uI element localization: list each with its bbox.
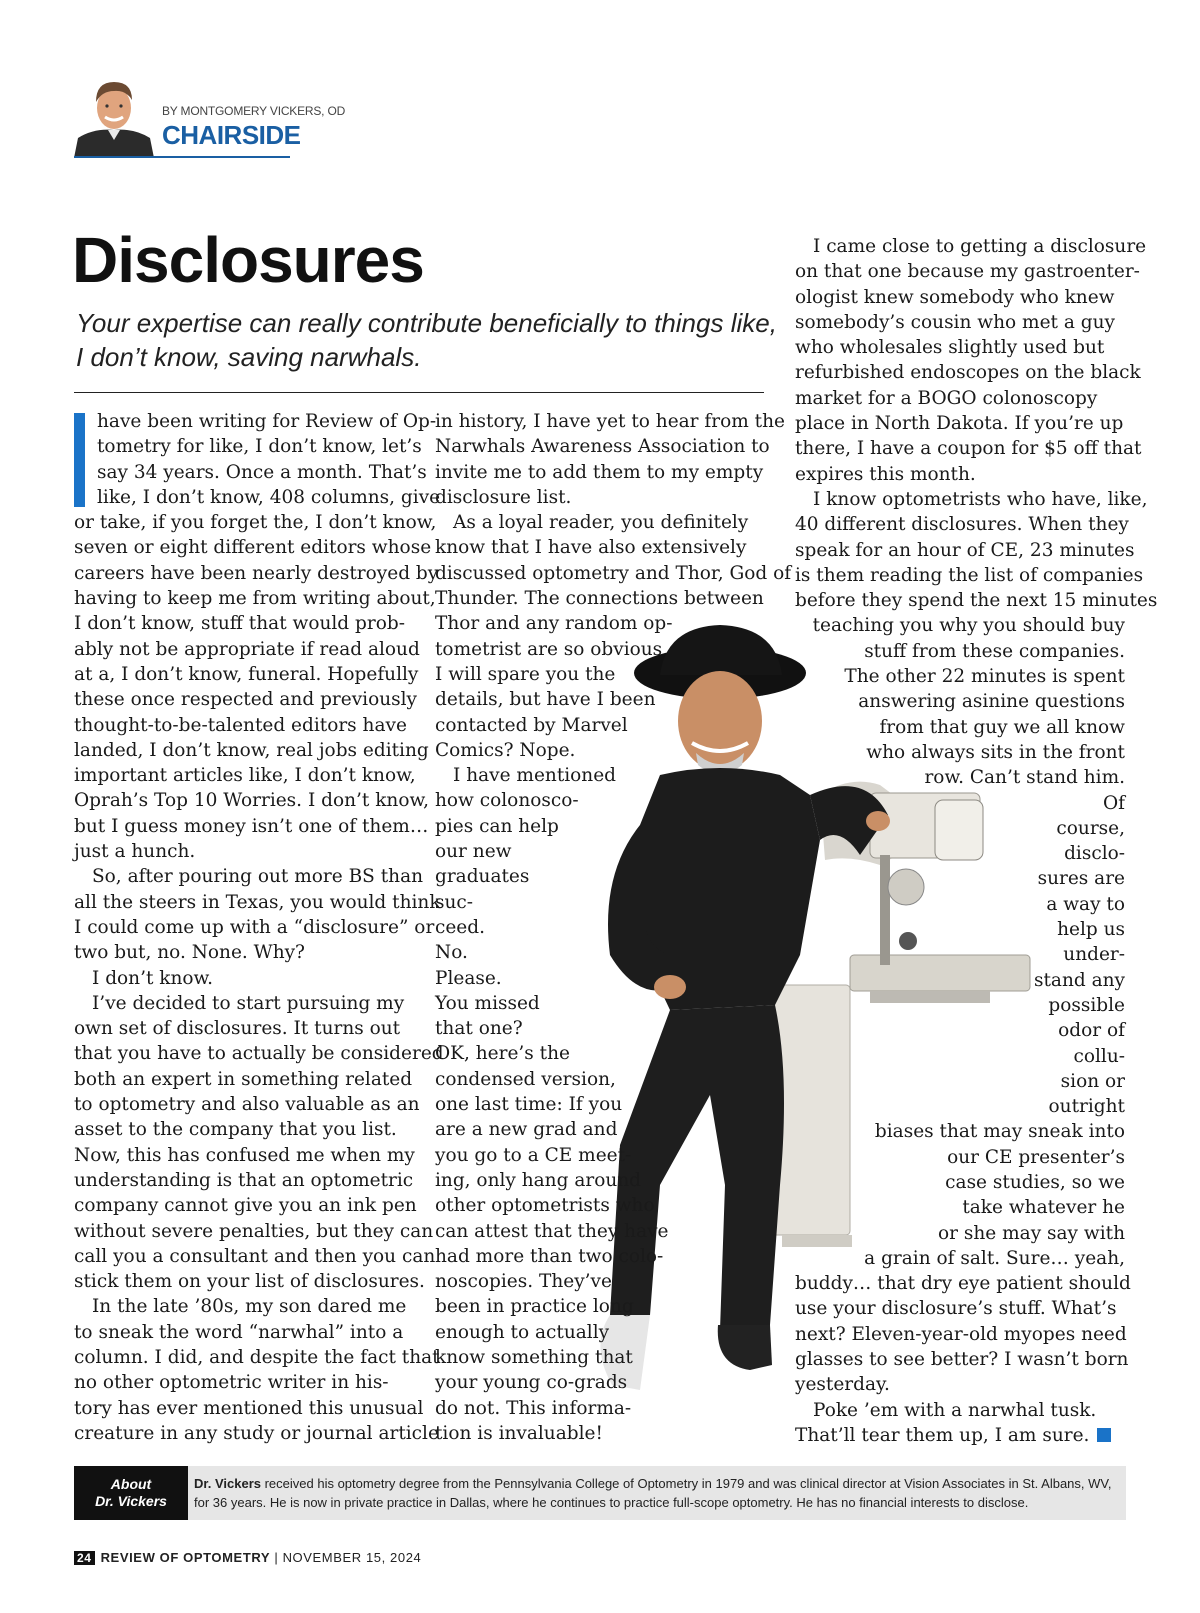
body-line: In the late ’80s, my son dared me [92,1296,407,1318]
body-line: call you a consultant and then you can [74,1245,436,1267]
body-line: thought-to-be-talented editors have [74,714,407,736]
body-line: Narwhals Awareness Association to [435,436,770,458]
body-line: these once respected and previously [74,689,417,711]
body-line: 40 different disclosures. When they [795,514,1129,536]
body-line: odor of [1058,1020,1125,1042]
drop-cap-bar [74,413,85,507]
body-line: I came close to getting a disclosure [813,236,1147,257]
about-label [74,1466,188,1520]
body-line: stick them on your list of disclosures. [74,1271,425,1293]
department-label: CHAIRSIDE [162,120,301,150]
body-line: possible [1048,994,1125,1016]
body-line: condensed version, [435,1068,616,1090]
body-line: As a loyal reader, you definitely [453,512,749,534]
body-line: teaching you why you should buy [812,615,1125,637]
body-line: your young co-grads [435,1372,628,1394]
body-line: can attest that they have [435,1220,669,1242]
body-line: a way to [1046,893,1125,915]
body-column-3 [795,234,1158,1448]
body-line: collu- [1073,1045,1125,1067]
body-line: pies can help [435,815,559,837]
body-line: answering asinine questions [858,691,1125,713]
body-line: enough to actually [435,1321,610,1343]
body-line: do not. This informa- [435,1397,632,1419]
body-line: creature in any study or journal article [74,1422,439,1444]
body-line: who wholesales slightly used but [795,337,1105,359]
body-line: So, after pouring out more BS than [92,866,424,888]
body-line: or take, if you forget the, I don’t know, [74,512,437,534]
body-line: to optometry and also valuable as an [74,1094,420,1116]
body-line: speak for an hour of CE, 23 minutes [795,539,1135,561]
body-line: Please. [435,967,502,989]
subtitle-line: I don’t know, saving narwhals. [76,342,422,372]
body-line: Thor and any random op- [435,613,673,635]
body-line: case studies, so we [945,1171,1125,1193]
author-headshot [74,74,154,158]
about-body: received his optometry degree from the Pennsylvania College of Optometry in 1979 and was clinical director at Vision Associates in St. Albans, WV, for 36 years. He is now in private practice in Dallas, where he continues to practice full-scope optometry. He has no financial interests to disclose. [194,1476,1112,1510]
body-line: column. I did, and despite the fact that [74,1346,440,1368]
about-label-line: Dr. Vickers [95,1493,167,1509]
body-line: like, I don’t know, 408 columns, give [97,486,441,508]
body-line: company cannot give you an ink pen [74,1195,417,1217]
body-line: before they spend the next 15 minutes [795,590,1158,612]
footer-separator: | [274,1550,279,1565]
body-line: glasses to see better? I wasn’t born [795,1349,1129,1371]
body-line: Comics? Nope. [435,739,576,761]
end-mark [1097,1428,1111,1442]
body-line: noscopies. They’ve [435,1271,612,1293]
body-line: understanding is that an optometric [74,1169,414,1191]
body-line: expires this month. [795,463,976,485]
body-line: had more than two colo- [435,1245,664,1267]
body-line: know something that [435,1346,633,1368]
body-line: I know optometrists who have, like, [813,488,1148,510]
body-line: use your disclosure’s stuff. What’s [795,1298,1117,1320]
body-line: you go to a CE meet- [435,1144,632,1166]
body-line: without severe penalties, but they can [74,1220,434,1242]
body-line: You missed [435,992,540,1014]
body-line: help us [1057,919,1125,941]
body-line: ologist knew somebody who knew [795,286,1115,308]
body-column-2 [435,409,792,1446]
body-line: other optometrists who [435,1195,655,1217]
body-line: from that guy we all know [879,716,1125,738]
body-line: market for a BOGO colonoscopy [795,387,1098,409]
body-line: how colonosco- [435,790,579,812]
body-line: Of [1102,792,1125,814]
closing-text: That’ll tear them up, I am sure. [795,1424,1090,1446]
body-line: one last time: If you [435,1094,623,1116]
body-line: stuff from these companies. [864,640,1125,662]
publication-name: REVIEW OF OPTOMETRY [100,1550,271,1565]
title-rule [74,392,764,393]
body-line: I don’t know, stuff that would prob- [74,613,405,635]
body-line: place in North Dakota. If you’re up [795,413,1124,435]
body-column-1 [74,409,444,1446]
body-line: tory has ever mentioned this unusual [74,1397,424,1419]
body-line: under- [1063,944,1125,966]
body-line: Thunder. The connections between [435,588,764,610]
body-line: to sneak the word “narwhal” into a [74,1321,404,1343]
body-line: invite me to add them to my empty [435,461,764,483]
body-line: that you have to actually be considered [74,1043,444,1065]
body-line: The other 22 minutes is spent [844,666,1125,688]
issue-date: NOVEMBER 15, 2024 [282,1550,422,1565]
about-author-box [74,1466,1126,1520]
body-line: who always sits in the front [866,741,1125,763]
body-line: having to keep me from writing about, [74,588,436,610]
department-rule [74,156,290,158]
subtitle-line: Your expertise can really contribute beneficially to things like, [76,308,777,338]
body-line: I don’t know. [92,967,214,989]
body-line: details, but have I been [435,689,656,711]
body-line: I could come up with a “disclosure” or [74,916,435,938]
body-line: refurbished endoscopes on the black [795,362,1141,384]
body-line: have been writing for Review of Op- [97,411,437,432]
body-line: own set of disclosures. It turns out [74,1018,401,1040]
page-footer [74,1550,421,1565]
body-line: disclo- [1064,843,1125,865]
body-line: our new [435,841,512,863]
body-line: Now, this has confused me when my [74,1144,415,1166]
body-line: next? Eleven-year-old myopes need [795,1323,1127,1345]
body-line: landed, I don’t know, real jobs editing [74,739,429,761]
body-line: take whatever he [962,1197,1125,1219]
body-line: that one? [435,1018,523,1040]
body-line: are a new grad and [435,1119,618,1141]
body-line: contacted by Marvel [435,714,628,736]
body-line: yesterday. [795,1374,890,1396]
body-line: Oprah’s Top 10 Worries. I don’t know, [74,790,430,812]
body-line: buddy… that dry eye patient should [795,1273,1131,1295]
body-line: there, I have a coupon for $5 off that [795,438,1142,460]
body-line: asset to the company that you list. [74,1119,397,1141]
body-line: I’ve decided to start pursuing my [92,992,405,1014]
body-line: two but, no. None. Why? [74,942,305,964]
body-line: say 34 years. Once a month. That’s [97,461,427,483]
body-line: a grain of salt. Sure… yeah, [864,1247,1125,1269]
body-line-last [795,1423,1125,1448]
body-line: course, [1056,817,1125,839]
about-name: Dr. Vickers [194,1476,261,1491]
body-line: tion is invaluable! [435,1422,603,1444]
article-title: Disclosures [72,224,424,296]
body-line: stand any [1034,969,1125,991]
body-line: know that I have also extensively [435,537,747,559]
body-line: sion or [1060,1070,1125,1092]
body-line: all the steers in Texas, you would think [74,891,441,913]
body-line: been in practice long [435,1296,634,1318]
body-line: ceed. [435,916,485,938]
body-line: graduates [435,866,530,888]
body-line: no other optometric writer in his- [74,1372,389,1394]
body-line: is them reading the list of companies [795,564,1144,586]
body-line: I will spare you the [435,663,616,685]
about-label-line: About [110,1476,152,1492]
body-line: but I guess money isn’t one of them… [74,815,429,837]
byline: BY MONTGOMERY VICKERS, OD [162,104,346,118]
body-line: careers have been nearly destroyed by [74,562,439,584]
body-line: ing, only hang around [435,1169,642,1191]
body-line: discussed optometry and Thor, God of [435,562,792,584]
body-line: row. Can’t stand him. [924,767,1125,789]
body-line: No. [435,942,468,964]
body-line: suc- [435,891,474,913]
body-line: I have mentioned [453,765,617,787]
body-line: tometry for like, I don’t know, let’s [97,436,422,458]
page-number: 24 [74,1551,95,1565]
body-line: or she may say with [938,1222,1125,1244]
body-line: disclosure list. [435,486,572,508]
column-header [74,74,346,160]
body-line: outright [1048,1096,1125,1118]
body-line: biases that may sneak into [874,1121,1125,1143]
body-line: on that one because my gastroenter- [795,261,1140,283]
body-line: in history, I have yet to hear from the [435,411,785,432]
body-line: important articles like, I don’t know, [74,765,416,787]
about-text [194,1474,1114,1512]
body-line: somebody’s cousin who met a guy [795,311,1115,333]
body-line: at a, I don’t know, funeral. Hopefully [74,663,419,685]
body-line: our CE presenter’s [947,1146,1125,1168]
body-line: ably not be appropriate if read aloud [74,638,420,660]
body-line: sures are [1037,868,1125,890]
body-line: Poke ’em with a narwhal tusk. [813,1399,1097,1421]
body-line: OK, here’s the [435,1043,570,1065]
body-line: tometrist are so obvious [435,638,663,660]
body-line: seven or eight different editors whose [74,537,432,559]
article-subtitle [76,306,776,374]
body-line: just a hunch. [74,841,196,863]
body-line: both an expert in something related [74,1068,413,1090]
